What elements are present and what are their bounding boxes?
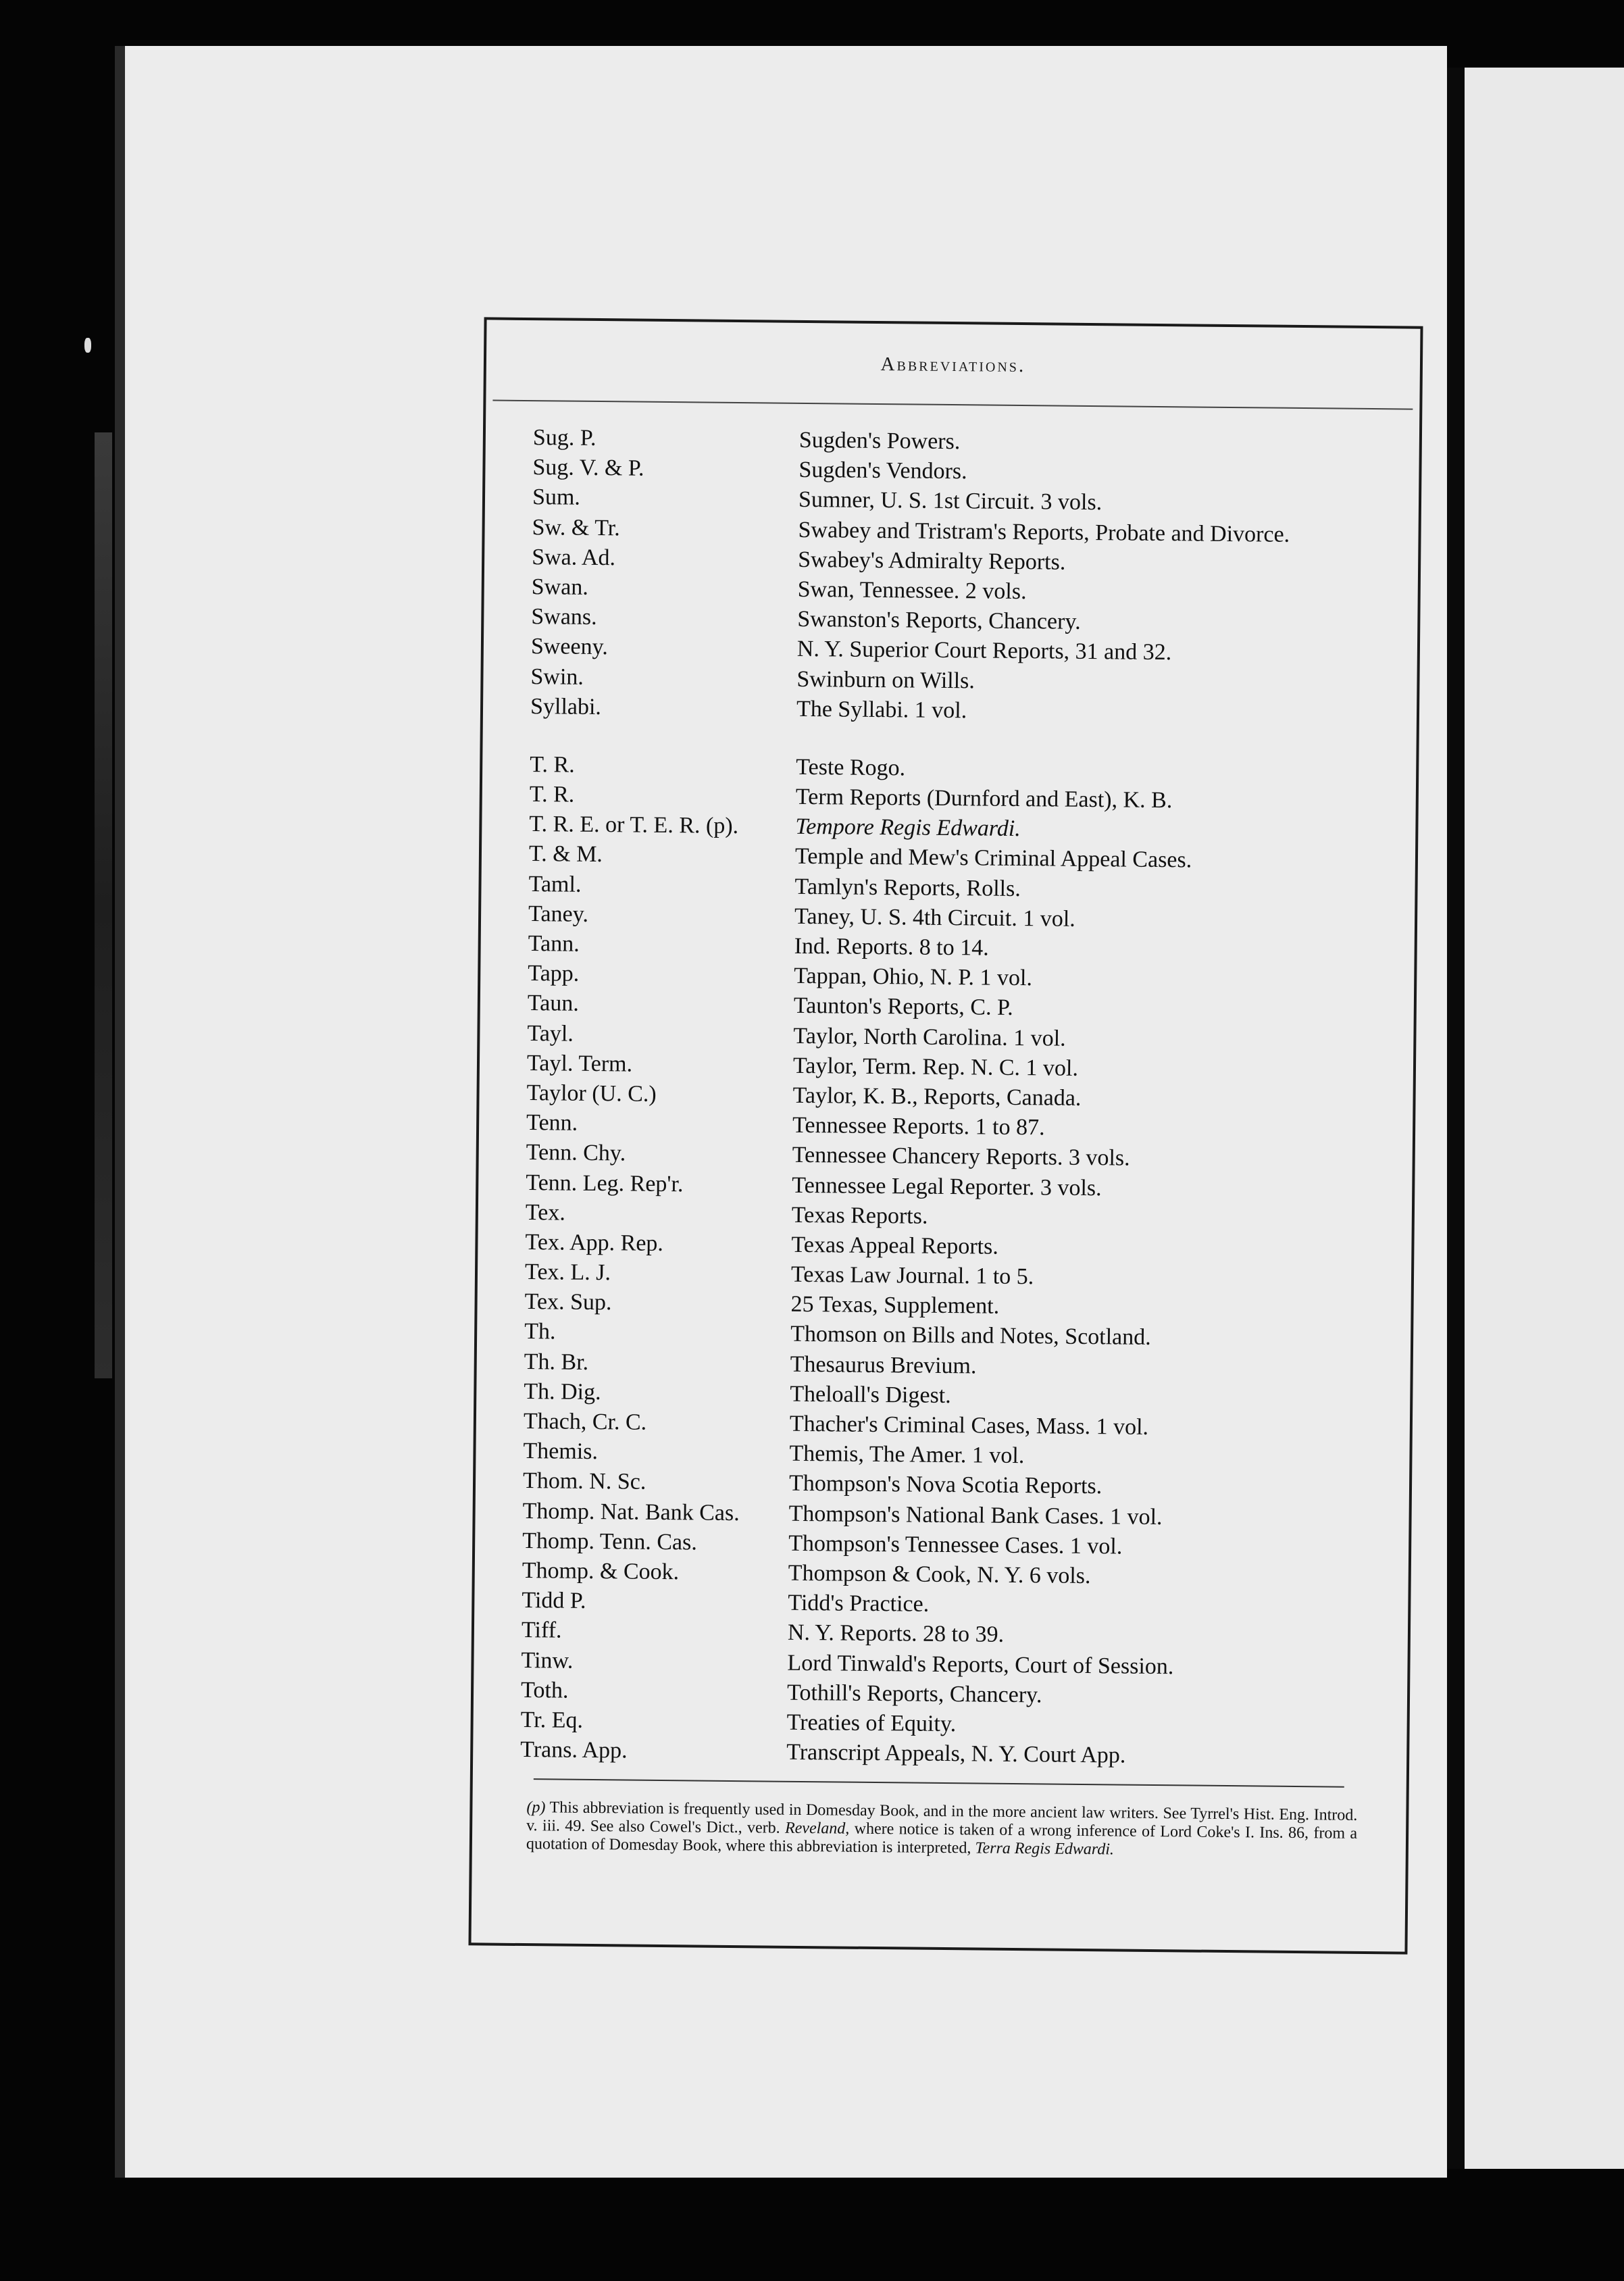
abbreviation-meaning: The Syllabi. 1 vol. <box>796 696 967 723</box>
abbreviation: Tayl. Term. <box>526 1050 633 1077</box>
abbreviation-meaning: Texas Reports. <box>791 1202 928 1229</box>
abbreviation-meaning: Swabey and Tristram's Reports, Probate and Divorce. <box>798 517 1290 547</box>
abbreviation: Themis. <box>523 1438 599 1465</box>
page-frame <box>468 317 1423 1954</box>
abbreviation: Thom. N. Sc. <box>522 1468 646 1495</box>
abbreviation: Toth. <box>520 1677 569 1703</box>
abbreviation-meaning: Sugden's Powers. <box>798 427 961 455</box>
abbreviation-meaning: Thompson's Nova Scotia Reports. <box>788 1471 1102 1499</box>
abbreviation-meaning: Tennessee Legal Reporter. 3 vols. <box>792 1172 1102 1201</box>
abbreviation-meaning: Taney, U. S. 4th Circuit. 1 vol. <box>794 903 1075 932</box>
abbreviation-meaning: Sumner, U. S. 1st Circuit. 3 vols. <box>798 487 1102 516</box>
abbreviation-meaning: Transcript Appeals, N. Y. Court App. <box>786 1739 1126 1768</box>
footnote-italic-2: Terra Regis Edwardi. <box>975 1839 1115 1859</box>
header-rule <box>492 400 1413 410</box>
abbreviation-meaning: Themis, The Amer. 1 vol. <box>789 1440 1025 1469</box>
footnote-text-2: where notice is taken of a wrong inference of Lord Coke's I. Ins. 86, from a quotation of Domesday Book, where this abbreviation is interpreted, <box>526 1820 1358 1857</box>
abbreviation: Thomp. Tenn. Cas. <box>522 1528 697 1555</box>
abbreviation-meaning: Term Reports (Durnford and East), K. B. <box>795 784 1173 813</box>
facing-page <box>1465 68 1624 2169</box>
abbreviation-meaning: Temple and Mew's Criminal Appeal Cases. <box>794 844 1192 873</box>
abbreviation: Sweeny. <box>530 634 609 660</box>
book-gutter <box>1447 68 1465 2169</box>
abbreviation: Thach, Cr. C. <box>523 1409 647 1435</box>
abbreviation-meaning: Lord Tinwald's Reports, Court of Session. <box>787 1650 1174 1679</box>
footnote-italic-1: Reveland, <box>784 1819 850 1838</box>
abbreviation-meaning: Tappan, Ohio, N. P. 1 vol. <box>794 963 1033 991</box>
abbreviation-meaning: Thompson & Cook, N. Y. 6 vols. <box>788 1560 1091 1589</box>
abbreviation-meaning: Texas Law Journal. 1 to 5. <box>790 1261 1034 1290</box>
abbreviation: Tenn. Leg. Rep'r. <box>526 1170 684 1197</box>
abbreviation-meaning: Taylor, North Carolina. 1 vol. <box>793 1023 1066 1051</box>
abbreviation: Tann. <box>528 931 580 957</box>
abbreviation: Tex. App. Rep. <box>525 1229 664 1256</box>
page-edge-shadow <box>115 46 125 2178</box>
abbreviation: Trans. App. <box>520 1737 628 1763</box>
abbreviation-meaning: Thomson on Bills and Notes, Scotland. <box>790 1322 1151 1351</box>
abbreviation: Tex. Sup. <box>524 1289 612 1315</box>
abbreviation-meaning: 25 Texas, Supplement. <box>790 1292 1000 1320</box>
abbreviation-meaning: Treaties of Equity. <box>786 1709 957 1737</box>
abbreviation: Taml. <box>528 871 582 897</box>
abbreviation: Th. <box>524 1319 556 1345</box>
footnote-mark: (p) <box>526 1799 546 1817</box>
abbreviation-meaning: Tennessee Reports. 1 to 87. <box>792 1112 1045 1140</box>
scan-speck <box>84 338 91 353</box>
abbreviation: Thomp. & Cook. <box>522 1557 680 1585</box>
abbreviation-meaning: Tamlyn's Reports, Rolls. <box>794 874 1021 901</box>
abbreviation: Swa. Ad. <box>532 544 616 571</box>
abbreviation: T. & M. <box>528 841 603 868</box>
abbreviation: Swin. <box>530 663 584 690</box>
abbreviation-meaning: Teste Rogo. <box>796 754 906 781</box>
abbreviation-list <box>520 425 1404 1776</box>
abbreviation: Tenn. Chy. <box>526 1140 626 1166</box>
abbreviation-meaning: Thacher's Criminal Cases, Mass. 1 vol. <box>789 1411 1149 1440</box>
abbreviation-meaning: Tempore Regis Edwardi. <box>795 814 1021 842</box>
abbreviation-meaning: Swabey's Admiralty Reports. <box>797 547 1066 575</box>
abbreviation-meaning: Swinburn on Wills. <box>796 666 975 693</box>
abbreviation: Sug. P. <box>532 425 597 451</box>
abbreviation: Taney. <box>528 901 589 927</box>
abbreviation-meaning: Swan, Tennessee. 2 vols. <box>797 576 1027 605</box>
abbreviation: Tex. L. J. <box>524 1259 611 1286</box>
abbreviation: Sug. V. & P. <box>532 455 644 481</box>
abbreviation: Tr. Eq. <box>520 1707 584 1733</box>
abbreviation: T. R. <box>529 782 575 807</box>
abbreviation-meaning: Swanston's Reports, Chancery. <box>797 606 1081 635</box>
abbreviation-meaning: Thompson's National Bank Cases. 1 vol. <box>788 1501 1163 1530</box>
abbreviation: Swans. <box>531 604 597 630</box>
abbreviation: Tenn. <box>526 1110 578 1136</box>
footnote-rule <box>534 1778 1344 1788</box>
abbreviation-meaning: Taunton's Reports, C. P. <box>793 993 1013 1021</box>
abbreviation-meaning: Taylor, K. B., Reports, Canada. <box>792 1082 1082 1111</box>
abbreviation: Swan. <box>531 574 589 600</box>
binding-strip <box>95 432 112 1378</box>
abbreviation-meaning: Texas Appeal Reports. <box>791 1232 998 1259</box>
book-page <box>125 46 1447 2178</box>
footnote-text-1: This abbreviation is frequently used in Domesday Book, and in the more ancient law writers. See Tyrrel's Hist. Eng. Introd. v. iii. 49. See also Cowel's Dict., verb. <box>526 1799 1358 1837</box>
abbreviation: Tinw. <box>521 1647 574 1674</box>
abbreviation: T. R. <box>530 751 575 778</box>
abbreviation-meaning: N. Y. Reports. 28 to 39. <box>787 1620 1005 1648</box>
abbreviation: Tapp. <box>528 961 580 986</box>
abbreviation-meaning: Taylor, Term. Rep. N. C. 1 vol. <box>792 1053 1079 1081</box>
abbreviation-meaning: Tennessee Chancery Reports. 3 vols. <box>792 1143 1130 1171</box>
abbreviation-meaning: Sugden's Vendors. <box>798 457 967 484</box>
abbreviation: Tayl. <box>527 1020 574 1047</box>
abbreviation-meaning: Theloall's Digest. <box>790 1381 951 1408</box>
abbreviation-meaning: Ind. Reports. 8 to 14. <box>794 933 989 961</box>
abbreviation: Th. Br. <box>524 1349 589 1375</box>
abbreviation-meaning: Tidd's Practice. <box>788 1590 930 1617</box>
abbreviation: Thomp. Nat. Bank Cas. <box>522 1498 740 1526</box>
abbreviation: Sw. & Tr. <box>532 514 620 541</box>
abbreviation: Tex. <box>525 1199 566 1226</box>
abbreviation: Taylor (U. C.) <box>526 1080 657 1107</box>
abbreviation: T. R. E. or T. E. R. (p). <box>529 811 739 839</box>
abbreviation-meaning: Thesaurus Brevium. <box>790 1351 977 1379</box>
page-title: Abbreviations. <box>880 353 1026 377</box>
abbreviation: Syllabi. <box>530 693 602 720</box>
abbreviation: Sum. <box>532 484 581 511</box>
abbreviation-meaning: Thompson's Tennessee Cases. 1 vol. <box>788 1530 1123 1559</box>
abbreviation-meaning: Tothill's Reports, Chancery. <box>786 1680 1042 1708</box>
abbreviation-meaning: N. Y. Superior Court Reports, 31 and 32. <box>796 636 1172 666</box>
abbreviation: Tidd P. <box>522 1588 586 1614</box>
abbreviation: Taun. <box>527 991 580 1017</box>
footnote <box>526 1799 1358 1861</box>
abbreviation: Th. Dig. <box>524 1378 601 1405</box>
abbreviation: Tiff. <box>521 1618 562 1643</box>
